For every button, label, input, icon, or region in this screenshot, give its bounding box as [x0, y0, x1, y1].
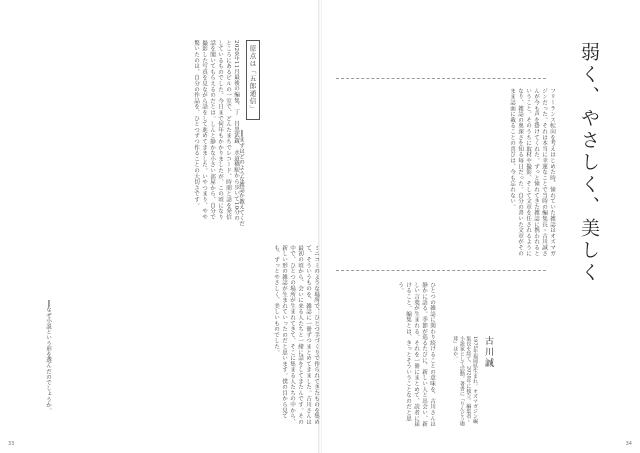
- headline-divider-bottom: [336, 270, 546, 271]
- profile-text: 1975年福岡県生まれ。オズマガジン編集長を経て、2020年に独立。編集者・小説家として活動。著書に『りんどう珈琲』ほか。: [452, 336, 478, 426]
- right-top-body-text: フリーランス転向を考えはじめた時、憧れていた雑誌はオズマガジンだった。それは本当に幸運なことで当時の編集長・古川誠さんが今も声を掛けてくれた。ずっと憧れてきた雑誌に携われるということ。そのうちに取材や撮影、そして文章を任されるようになり、雑誌の奥深さを知る毎日だった。自分の書いた文章がそのまま誌面に載ることの喜びは、今も忘れない。: [509, 88, 555, 257]
- left-question-bottom: ━━なぜ小説という形を選んだのでしょうか。: [45, 300, 51, 414]
- left-question-top: ━━まずはどのような雑誌か教えてくだ: [238, 130, 244, 227]
- left-top-body-text: 2020年11月最後の編集、丁 目黒武蔵 水道橋駅から歩いて10分のところにあるビルの一室で、どんたまちでレコード、時間と話を発信しているものでした。今日まで何年もかかりましたが、この頃になり話を聞いてもらえるのだとは。しんと静かな小さい部屋から、自分で撮影した写真を見ながら話をして進めてきました。いやつまり、やや驚いたのは、自分の作品を、ひとつずつ作ることの大切さです。: [193, 40, 239, 221]
- left-section-heading-box: 原点は「五郎通信」: [246, 40, 260, 120]
- article-headline: 弱く、やさしく、美しく: [578, 42, 600, 284]
- headline-divider-top: [336, 78, 546, 79]
- right-bottom-body-text: ひとつの雑誌に関わり続けることの意味を、古川さんは静かに語る。季節が巡るたびに、新しい人と出会い、新しい言葉が生まれる。それを一冊にまとめて、読者に届けること。編集とは、きっとそういうことなのだと思う。: [397, 282, 435, 427]
- left-bottom-body-text: ミニコミのような場所で、ひとつ手づくりで作られてきたものを集めて、そういうものを、雑誌に一冊ずつまとめてきました。古川さんは最初の頃から、会いに来る人たちと一緒に話をしてきたんです。その中で、ひとつの場所が生まれてきて、そこに集まる人たちの中から、新しい形の雑誌が生まれていったのだと思います。僕の目から見ても、ずっとやさしく、美しいものでした。: [273, 245, 319, 425]
- right-page-number: 34: [625, 441, 632, 447]
- left-page-number: 33: [8, 441, 15, 447]
- profile-name: 古川誠: [483, 336, 493, 369]
